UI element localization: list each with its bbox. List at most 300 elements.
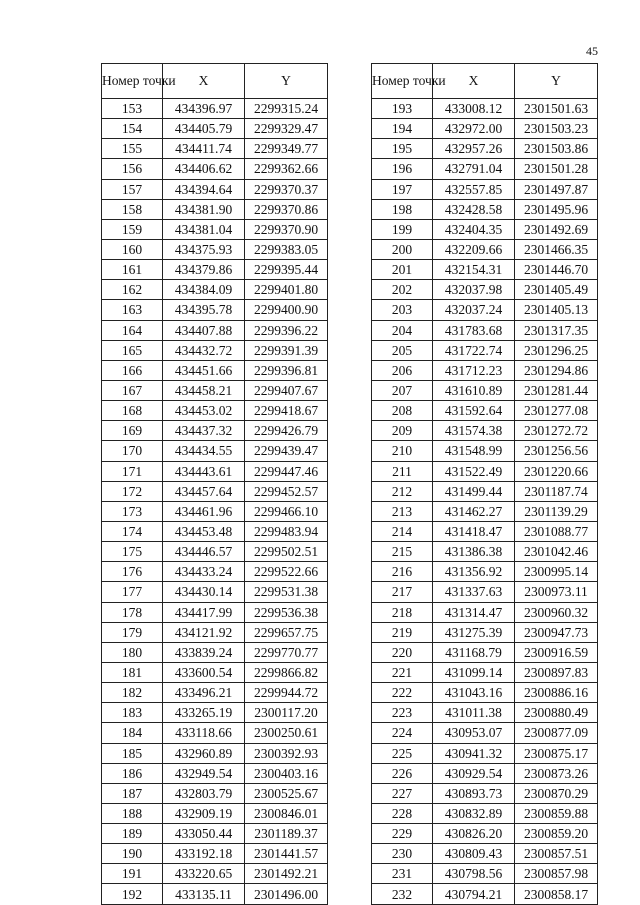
table-row (372, 582, 598, 602)
cell-x: 432557.85 (433, 179, 515, 199)
cell-point-number: 205 (372, 340, 433, 360)
cell-y: 2300873.26 (515, 763, 598, 783)
cell-y: 2301256.56 (515, 441, 598, 461)
table-row (372, 844, 598, 864)
table-row (372, 280, 598, 300)
cell-y: 2299426.79 (245, 421, 328, 441)
cell-point-number: 231 (372, 864, 433, 884)
table-row (102, 441, 328, 461)
cell-x: 434396.97 (163, 99, 245, 119)
cell-y: 2299531.38 (245, 582, 328, 602)
table-row (372, 602, 598, 622)
cell-x: 433839.24 (163, 642, 245, 662)
cell-point-number: 177 (102, 582, 163, 602)
cell-x: 431610.89 (433, 380, 515, 400)
cell-y: 2301294.86 (515, 360, 598, 380)
cell-y: 2301496.00 (245, 884, 328, 904)
cell-point-number: 170 (102, 441, 163, 461)
coordinates-table-right (371, 63, 598, 905)
cell-point-number: 157 (102, 179, 163, 199)
table-row (372, 380, 598, 400)
table-row (372, 199, 598, 219)
table-row (372, 622, 598, 642)
table-row (102, 542, 328, 562)
table-row (372, 884, 598, 904)
cell-point-number: 225 (372, 743, 433, 763)
cell-x: 434457.64 (163, 481, 245, 501)
cell-y: 2300859.20 (515, 824, 598, 844)
cell-x: 434381.04 (163, 219, 245, 239)
cell-point-number: 153 (102, 99, 163, 119)
cell-point-number: 229 (372, 824, 433, 844)
cell-point-number: 167 (102, 380, 163, 400)
cell-point-number: 201 (372, 260, 433, 280)
cell-y: 2299362.66 (245, 159, 328, 179)
cell-y: 2300973.11 (515, 582, 598, 602)
cell-x: 434434.55 (163, 441, 245, 461)
cell-point-number: 185 (102, 743, 163, 763)
cell-x: 433118.66 (163, 723, 245, 743)
cell-x: 433600.54 (163, 662, 245, 682)
cell-point-number: 210 (372, 441, 433, 461)
cell-x: 432909.19 (163, 803, 245, 823)
table-row (102, 602, 328, 622)
cell-x: 430941.32 (433, 743, 515, 763)
table-row (102, 280, 328, 300)
cell-x: 434453.02 (163, 401, 245, 421)
cell-x: 432428.58 (433, 199, 515, 219)
cell-x: 434411.74 (163, 139, 245, 159)
table-row (102, 763, 328, 783)
cell-point-number: 184 (102, 723, 163, 743)
cell-x: 433008.12 (433, 99, 515, 119)
cell-point-number: 198 (372, 199, 433, 219)
cell-y: 2301501.28 (515, 159, 598, 179)
cell-point-number: 215 (372, 542, 433, 562)
cell-y: 2300877.09 (515, 723, 598, 743)
cell-point-number: 173 (102, 501, 163, 521)
cell-x: 432960.89 (163, 743, 245, 763)
table-row (102, 783, 328, 803)
cell-x: 434451.66 (163, 360, 245, 380)
cell-x: 433220.65 (163, 864, 245, 884)
cell-x: 430798.56 (433, 864, 515, 884)
cell-x: 433135.11 (163, 884, 245, 904)
cell-y: 2300525.67 (245, 783, 328, 803)
cell-y: 2299502.51 (245, 542, 328, 562)
cell-y: 2300858.17 (515, 884, 598, 904)
cell-point-number: 162 (102, 280, 163, 300)
cell-y: 2299866.82 (245, 662, 328, 682)
cell-x: 430809.43 (433, 844, 515, 864)
header-point-number: Номер точки (372, 64, 433, 99)
cell-point-number: 180 (102, 642, 163, 662)
cell-y: 2301503.23 (515, 119, 598, 139)
cell-y: 2300846.01 (245, 803, 328, 823)
cell-point-number: 163 (102, 300, 163, 320)
cell-point-number: 189 (102, 824, 163, 844)
table-row (372, 683, 598, 703)
table-row (102, 139, 328, 159)
table-row (102, 662, 328, 682)
cell-x: 434432.72 (163, 340, 245, 360)
table-row (372, 219, 598, 239)
table-row (102, 501, 328, 521)
cell-y: 2301405.13 (515, 300, 598, 320)
cell-point-number: 188 (102, 803, 163, 823)
header-x: X (163, 64, 245, 99)
table-row (372, 803, 598, 823)
cell-y: 2301466.35 (515, 239, 598, 259)
cell-y: 2299383.05 (245, 239, 328, 259)
cell-y: 2299770.77 (245, 642, 328, 662)
cell-x: 432404.35 (433, 219, 515, 239)
cell-y: 2299370.37 (245, 179, 328, 199)
table-row (102, 119, 328, 139)
cell-x: 432154.31 (433, 260, 515, 280)
cell-y: 2301220.66 (515, 461, 598, 481)
table-row (372, 642, 598, 662)
cell-y: 2301492.69 (515, 219, 598, 239)
table-row (372, 501, 598, 521)
cell-point-number: 176 (102, 562, 163, 582)
cell-point-number: 204 (372, 320, 433, 340)
cell-x: 434381.90 (163, 199, 245, 219)
cell-x: 432037.24 (433, 300, 515, 320)
cell-y: 2301272.72 (515, 421, 598, 441)
cell-x: 434375.93 (163, 239, 245, 259)
cell-x: 431356.92 (433, 562, 515, 582)
table-row (102, 521, 328, 541)
cell-point-number: 174 (102, 521, 163, 541)
table-row (372, 743, 598, 763)
cell-y: 2301296.25 (515, 340, 598, 360)
cell-point-number: 192 (102, 884, 163, 904)
header-y: Y (245, 64, 328, 99)
cell-point-number: 211 (372, 461, 433, 481)
cell-x: 430794.21 (433, 884, 515, 904)
cell-y: 2299315.24 (245, 99, 328, 119)
cell-y: 2299396.22 (245, 320, 328, 340)
cell-x: 434384.09 (163, 280, 245, 300)
cell-y: 2299370.90 (245, 219, 328, 239)
table-row (372, 723, 598, 743)
cell-x: 431386.38 (433, 542, 515, 562)
cell-x: 432972.00 (433, 119, 515, 139)
cell-y: 2301139.29 (515, 501, 598, 521)
cell-y: 2301441.57 (245, 844, 328, 864)
table-row (102, 864, 328, 884)
cell-point-number: 214 (372, 521, 433, 541)
cell-x: 431099.14 (433, 662, 515, 682)
cell-point-number: 195 (372, 139, 433, 159)
cell-point-number: 155 (102, 139, 163, 159)
cell-x: 431011.38 (433, 703, 515, 723)
table-row (372, 260, 598, 280)
cell-point-number: 196 (372, 159, 433, 179)
cell-x: 434433.24 (163, 562, 245, 582)
table-row (102, 683, 328, 703)
table-header-row (102, 64, 328, 99)
table-row (102, 743, 328, 763)
cell-x: 430953.07 (433, 723, 515, 743)
cell-point-number: 164 (102, 320, 163, 340)
cell-point-number: 230 (372, 844, 433, 864)
cell-x: 432803.79 (163, 783, 245, 803)
cell-x: 431499.44 (433, 481, 515, 501)
cell-x: 431722.74 (433, 340, 515, 360)
cell-y: 2299391.39 (245, 340, 328, 360)
table-row (102, 260, 328, 280)
cell-y: 2300916.59 (515, 642, 598, 662)
cell-y: 2300886.16 (515, 683, 598, 703)
cell-x: 432791.04 (433, 159, 515, 179)
cell-y: 2299329.47 (245, 119, 328, 139)
table-row (372, 662, 598, 682)
cell-y: 2300897.83 (515, 662, 598, 682)
cell-x: 433050.44 (163, 824, 245, 844)
table-row (372, 401, 598, 421)
cell-y: 2300250.61 (245, 723, 328, 743)
cell-point-number: 209 (372, 421, 433, 441)
cell-x: 431783.68 (433, 320, 515, 340)
table-row (102, 461, 328, 481)
cell-x: 434437.32 (163, 421, 245, 441)
cell-point-number: 178 (102, 602, 163, 622)
table-row (102, 99, 328, 119)
cell-y: 2301281.44 (515, 380, 598, 400)
cell-x: 431592.64 (433, 401, 515, 421)
table-row (372, 542, 598, 562)
cell-y: 2300947.73 (515, 622, 598, 642)
header-x: X (433, 64, 515, 99)
cell-y: 2301501.63 (515, 99, 598, 119)
table-row (102, 199, 328, 219)
cell-x: 434430.14 (163, 582, 245, 602)
cell-point-number: 222 (372, 683, 433, 703)
cell-point-number: 223 (372, 703, 433, 723)
cell-y: 2299447.46 (245, 461, 328, 481)
cell-y: 2301492.21 (245, 864, 328, 884)
cell-y: 2299370.86 (245, 199, 328, 219)
cell-y: 2299349.77 (245, 139, 328, 159)
cell-y: 2300870.29 (515, 783, 598, 803)
cell-y: 2301042.46 (515, 542, 598, 562)
table-row (102, 642, 328, 662)
header-point-number: Номер точки (102, 64, 163, 99)
cell-y: 2300875.17 (515, 743, 598, 763)
cell-point-number: 182 (102, 683, 163, 703)
table-row (372, 360, 598, 380)
table-row (372, 521, 598, 541)
cell-y: 2299536.38 (245, 602, 328, 622)
table-row (372, 864, 598, 884)
cell-point-number: 207 (372, 380, 433, 400)
cell-point-number: 228 (372, 803, 433, 823)
cell-point-number: 175 (102, 542, 163, 562)
cell-point-number: 227 (372, 783, 433, 803)
table-row (372, 119, 598, 139)
cell-y: 2299522.66 (245, 562, 328, 582)
cell-x: 431168.79 (433, 642, 515, 662)
table-row (102, 723, 328, 743)
cell-x: 431043.16 (433, 683, 515, 703)
cell-y: 2299466.10 (245, 501, 328, 521)
cell-y: 2299657.75 (245, 622, 328, 642)
cell-point-number: 171 (102, 461, 163, 481)
cell-point-number: 199 (372, 219, 433, 239)
cell-y: 2301317.35 (515, 320, 598, 340)
cell-x: 430826.20 (433, 824, 515, 844)
cell-y: 2301503.86 (515, 139, 598, 159)
cell-point-number: 161 (102, 260, 163, 280)
cell-point-number: 202 (372, 280, 433, 300)
cell-point-number: 187 (102, 783, 163, 803)
cell-y: 2299395.44 (245, 260, 328, 280)
table-row (102, 239, 328, 259)
table-row (102, 401, 328, 421)
cell-point-number: 232 (372, 884, 433, 904)
cell-y: 2300880.49 (515, 703, 598, 723)
table-row (102, 824, 328, 844)
cell-point-number: 194 (372, 119, 433, 139)
cell-y: 2299944.72 (245, 683, 328, 703)
table-row (372, 159, 598, 179)
cell-x: 433265.19 (163, 703, 245, 723)
table-row (372, 179, 598, 199)
cell-point-number: 206 (372, 360, 433, 380)
cell-y: 2301495.96 (515, 199, 598, 219)
cell-y: 2299401.80 (245, 280, 328, 300)
cell-point-number: 216 (372, 562, 433, 582)
cell-x: 434461.96 (163, 501, 245, 521)
cell-y: 2301405.49 (515, 280, 598, 300)
cell-point-number: 172 (102, 481, 163, 501)
cell-point-number: 213 (372, 501, 433, 521)
cell-x: 434405.79 (163, 119, 245, 139)
cell-point-number: 191 (102, 864, 163, 884)
cell-x: 431522.49 (433, 461, 515, 481)
cell-x: 431418.47 (433, 521, 515, 541)
cell-x: 433496.21 (163, 683, 245, 703)
table-row (102, 562, 328, 582)
cell-y: 2300403.16 (245, 763, 328, 783)
cell-y: 2301187.74 (515, 481, 598, 501)
cell-point-number: 212 (372, 481, 433, 501)
table-row (102, 421, 328, 441)
cell-point-number: 190 (102, 844, 163, 864)
table-row (372, 99, 598, 119)
cell-x: 432209.66 (433, 239, 515, 259)
cell-x: 432949.54 (163, 763, 245, 783)
table-row (102, 340, 328, 360)
cell-x: 431462.27 (433, 501, 515, 521)
cell-y: 2299396.81 (245, 360, 328, 380)
table-row (102, 884, 328, 904)
table-row (372, 481, 598, 501)
cell-x: 431337.63 (433, 582, 515, 602)
cell-y: 2300392.93 (245, 743, 328, 763)
cell-x: 431712.23 (433, 360, 515, 380)
cell-x: 430893.73 (433, 783, 515, 803)
coordinates-table-left (101, 63, 328, 905)
cell-point-number: 226 (372, 763, 433, 783)
table-row (372, 320, 598, 340)
cell-y: 2299452.57 (245, 481, 328, 501)
cell-y: 2299483.94 (245, 521, 328, 541)
cell-x: 431574.38 (433, 421, 515, 441)
table-row (372, 340, 598, 360)
table-row (372, 824, 598, 844)
cell-point-number: 159 (102, 219, 163, 239)
table-row (102, 360, 328, 380)
table-row (102, 803, 328, 823)
cell-point-number: 186 (102, 763, 163, 783)
table-row (372, 139, 598, 159)
cell-point-number: 217 (372, 582, 433, 602)
cell-y: 2300859.88 (515, 803, 598, 823)
cell-point-number: 169 (102, 421, 163, 441)
table-row (102, 179, 328, 199)
cell-point-number: 156 (102, 159, 163, 179)
table-row (372, 441, 598, 461)
cell-point-number: 181 (102, 662, 163, 682)
cell-x: 432037.98 (433, 280, 515, 300)
cell-y: 2301497.87 (515, 179, 598, 199)
table-row (102, 300, 328, 320)
cell-point-number: 224 (372, 723, 433, 743)
cell-y: 2300857.51 (515, 844, 598, 864)
cell-x: 434394.64 (163, 179, 245, 199)
cell-point-number: 160 (102, 239, 163, 259)
cell-x: 434446.57 (163, 542, 245, 562)
cell-point-number: 200 (372, 239, 433, 259)
cell-y: 2300960.32 (515, 602, 598, 622)
cell-y: 2299407.67 (245, 380, 328, 400)
table-row (372, 783, 598, 803)
cell-x: 430832.89 (433, 803, 515, 823)
cell-x: 434379.86 (163, 260, 245, 280)
cell-point-number: 193 (372, 99, 433, 119)
header-y: Y (515, 64, 598, 99)
table-row (372, 239, 598, 259)
cell-point-number: 168 (102, 401, 163, 421)
table-row (102, 622, 328, 642)
cell-x: 433192.18 (163, 844, 245, 864)
page-number: 45 (586, 44, 598, 58)
table-row (372, 300, 598, 320)
cell-x: 434407.88 (163, 320, 245, 340)
table-row (372, 421, 598, 441)
cell-x: 434395.78 (163, 300, 245, 320)
cell-point-number: 203 (372, 300, 433, 320)
cell-point-number: 197 (372, 179, 433, 199)
table-row (372, 703, 598, 723)
table-header-row (372, 64, 598, 99)
cell-x: 434417.99 (163, 602, 245, 622)
cell-y: 2299418.67 (245, 401, 328, 421)
cell-x: 434406.62 (163, 159, 245, 179)
cell-y: 2301446.70 (515, 260, 598, 280)
cell-x: 431314.47 (433, 602, 515, 622)
cell-point-number: 221 (372, 662, 433, 682)
table-row (102, 703, 328, 723)
cell-point-number: 179 (102, 622, 163, 642)
cell-point-number: 166 (102, 360, 163, 380)
cell-x: 432957.26 (433, 139, 515, 159)
cell-y: 2301277.08 (515, 401, 598, 421)
cell-point-number: 158 (102, 199, 163, 219)
